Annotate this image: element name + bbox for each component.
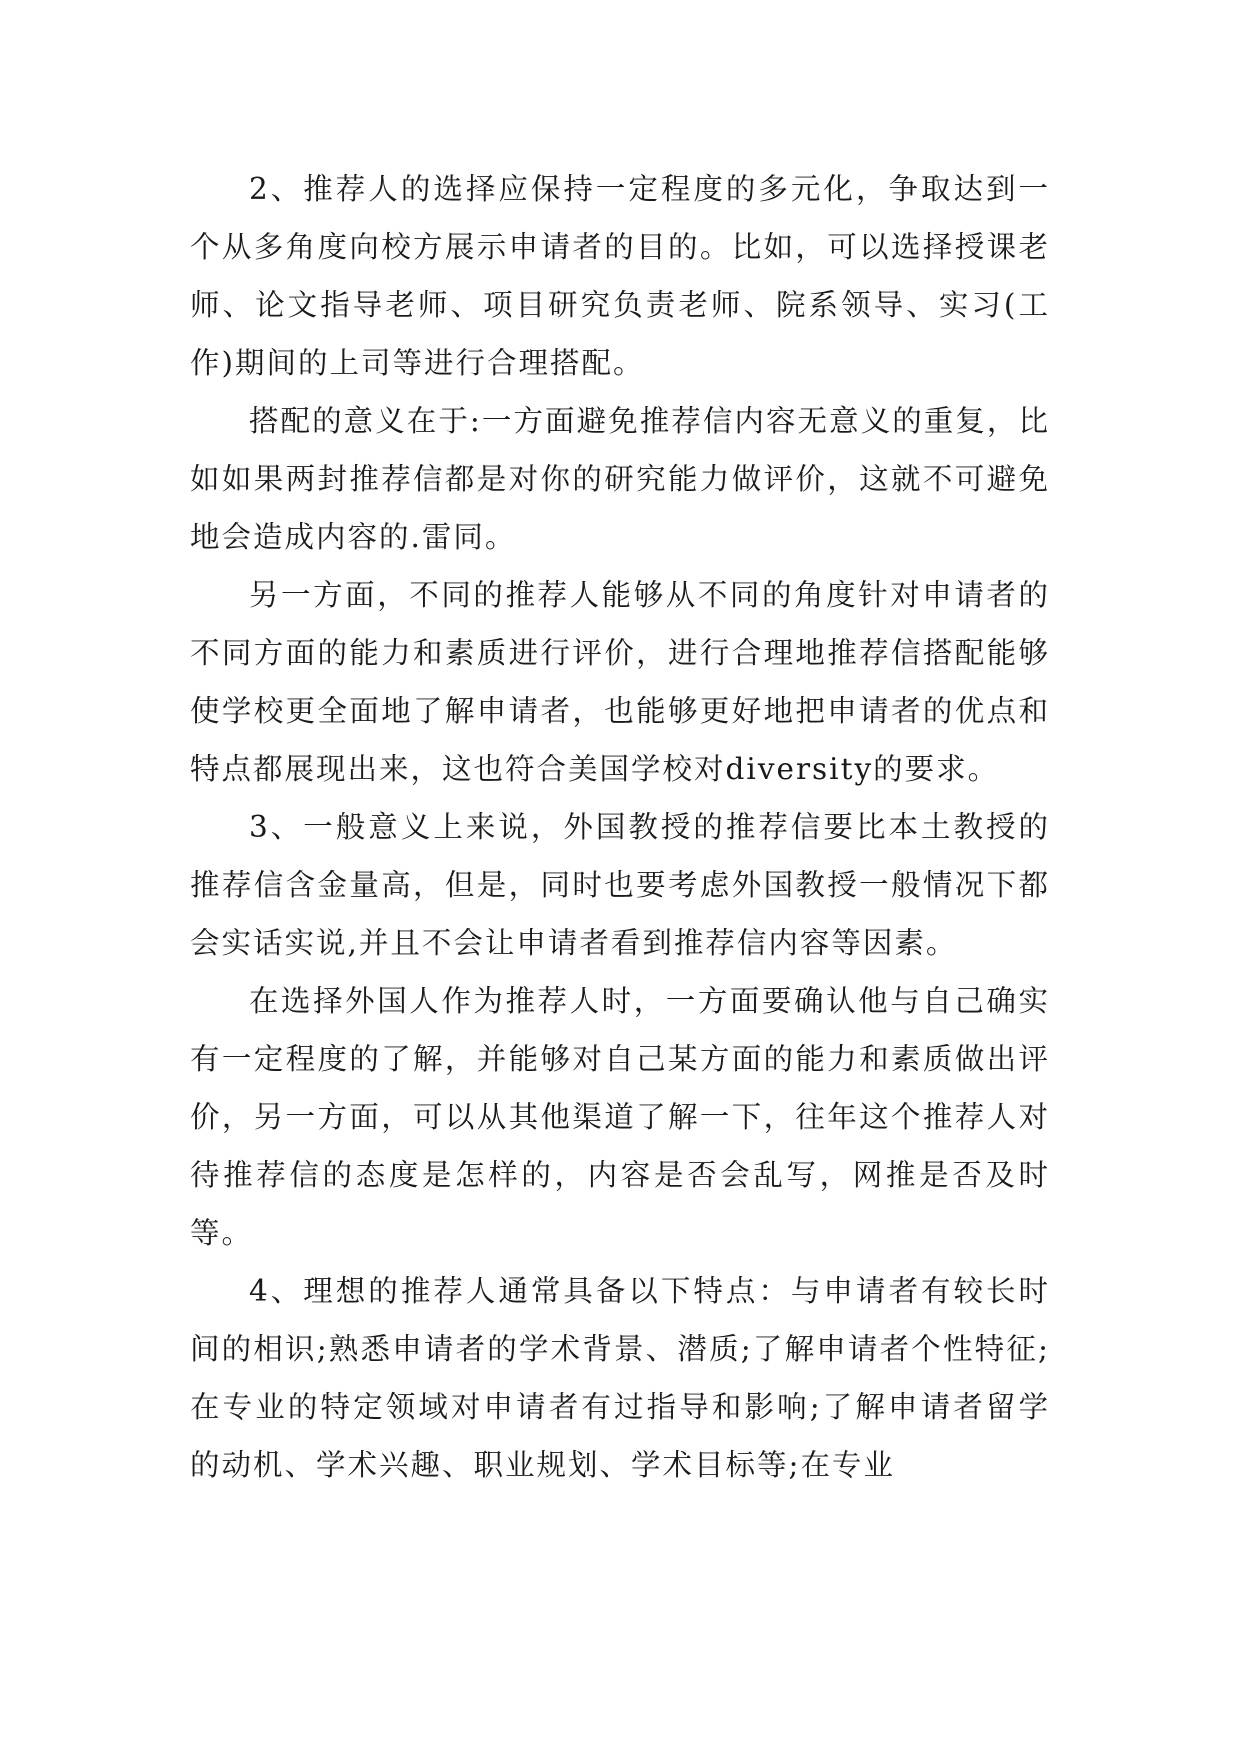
document-body <box>190 160 1050 1494</box>
paragraph-5: 在选择外国人作为推荐人时，一方面要确认他与自己确实有一定程度的了解，并能够对自己某方面的能力和素质做出评价，另一方面，可以从其他渠道了解一下，往年这个推荐人对待推荐信的态度是怎样的，内容是否会乱写，网推是否及时等。 <box>190 984 1050 1250</box>
paragraph-1: 2、推荐人的选择应保持一定程度的多元化，争取达到一个从多角度向校方展示申请者的目的。比如，可以选择授课老师、论文指导老师、项目研究负责老师、院系领导、实习(工作)期间的上司等进行合理搭配。 <box>190 172 1050 380</box>
paragraph-2: 搭配的意义在于:一方面避免推荐信内容无意义的重复，比如如果两封推荐信都是对你的研究能力做评价，这就不可避免地会造成内容的.雷同。 <box>190 404 1050 554</box>
paragraph-3: 另一方面，不同的推荐人能够从不同的角度针对申请者的不同方面的能力和素质进行评价，进行合理地推荐信搭配能够使学校更全面地了解申请者，也能够更好地把申请者的优点和特点都展现出来，这也符合美国学校对diversity的要求。 <box>190 578 1050 786</box>
paragraph-4: 3、一般意义上来说，外国教授的推荐信要比本土教授的推荐信含金量高，但是，同时也要考虑外国教授一般情况下都会实话实说,并且不会让申请者看到推荐信内容等因素。 <box>190 810 1050 960</box>
paragraph-6: 4、理想的推荐人通常具备以下特点：与申请者有较长时间的相识;熟悉申请者的学术背景、潜质;了解申请者个性特征;在专业的特定领域对申请者有过指导和影响;了解申请者留学的动机、学术兴趣、职业规划、学术目标等;在专业 <box>190 1274 1050 1482</box>
